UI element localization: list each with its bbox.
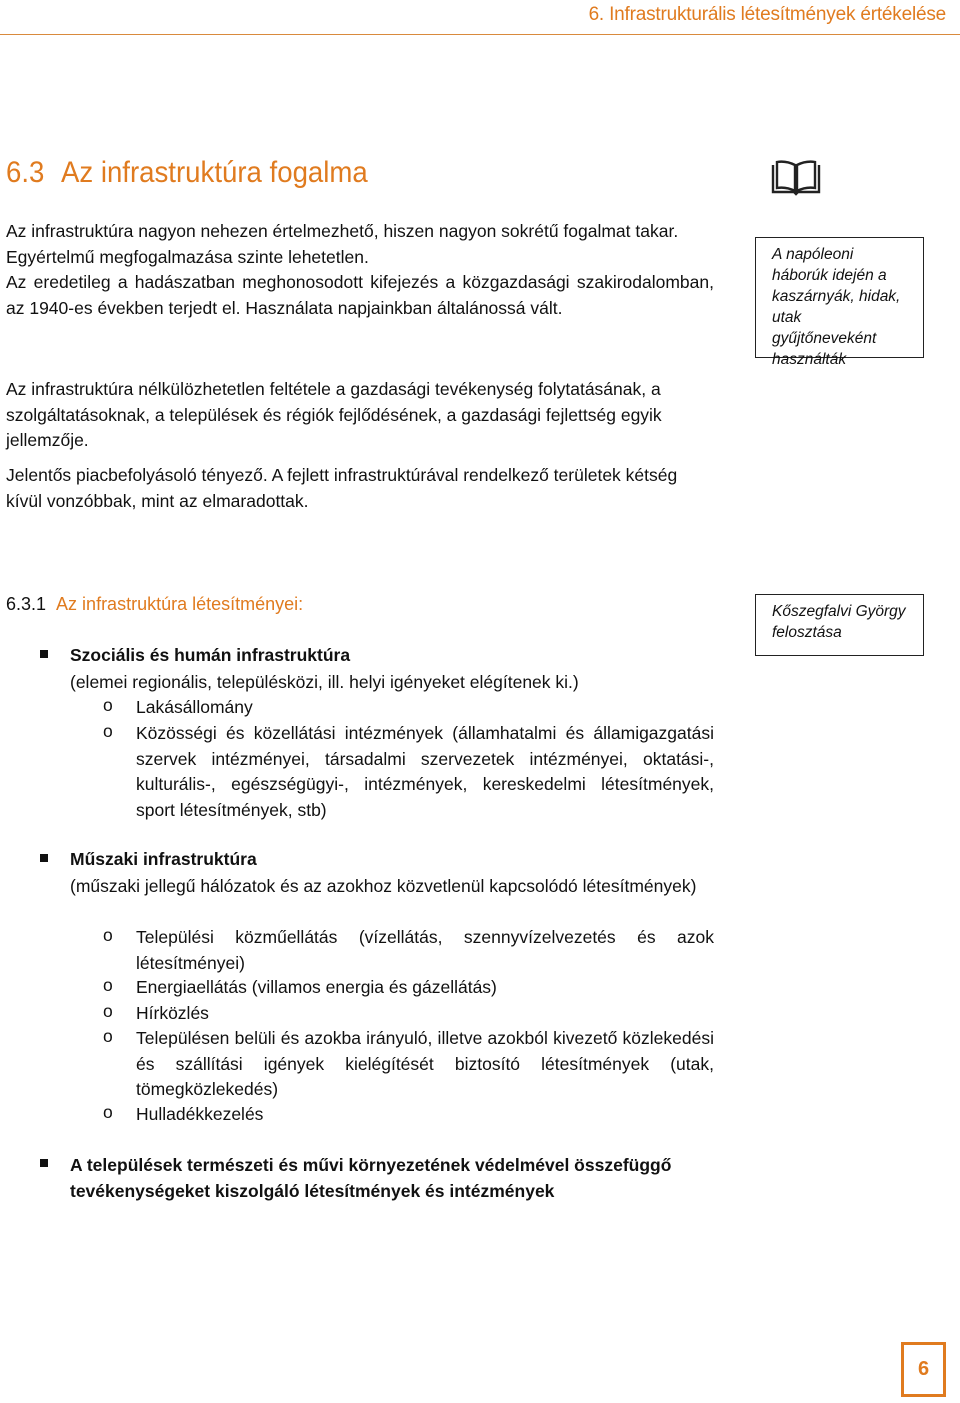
sub-bullet-marker: o: [103, 695, 113, 715]
running-header: 6. Infrastrukturális létesítmények értékelése: [588, 4, 946, 25]
section-heading: [6, 156, 368, 190]
subsection-title: Az infrastruktúra létesítményei:: [56, 594, 304, 614]
sub-bullet-marker: o: [103, 1026, 113, 1046]
paragraph-market: Jelentős piacbefolyásoló tényező. A fejlett infrastruktúrával rendelkező területek kétség kívül vonzóbbak, mint az elmaradottak.: [6, 465, 678, 511]
list-heading-social: Szociális és humán infrastruktúra: [70, 645, 351, 665]
header-divider: [0, 34, 960, 35]
sub-bullet-marker: o: [103, 721, 113, 741]
list-heading-environment: A települések természeti és művi környezetének védelmével összefüggő tevékenységeket kiszolgáló létesítmények és intézmények: [70, 1155, 672, 1201]
list-item: Lakásállomány: [136, 697, 253, 717]
list-item: Hírközlés: [136, 1003, 209, 1023]
margin-note-author: Kőszegfalvi György felosztása: [755, 594, 924, 656]
sub-bullet-marker: o: [103, 975, 113, 995]
book-icon: [770, 160, 822, 201]
subsection-heading: [6, 594, 303, 615]
margin-note-napoleon: A napóleoni háborúk idején a kaszárnyák, hidak, utak gyűjtőneveként használták: [755, 237, 924, 358]
paragraph-line: Az infrastruktúra nagyon nehezen értelmezhető, hiszen nagyon sokrétű fogalmat takar.: [6, 221, 679, 241]
bullet-square: [40, 854, 48, 862]
list-description: (műszaki jellegű hálózatok és az azokhoz közvetlenül kapcsolódó létesítmények): [70, 876, 697, 896]
section-number: 6.3: [6, 156, 45, 189]
page-number: 6: [901, 1342, 946, 1397]
subsection-number: 6.3.1: [6, 594, 47, 614]
list-item: Települési közműellátás (vízellátás, szennyvízelvezetés és azok létesítményei): [136, 927, 714, 973]
list-item: Hulladékkezelés: [136, 1104, 264, 1124]
sub-bullet-marker: o: [103, 1102, 113, 1122]
sub-bullet-marker: o: [103, 1001, 113, 1021]
section-title: Az infrastruktúra fogalma: [60, 156, 368, 189]
paragraph-intro: [6, 219, 714, 321]
paragraph-line: Az eredetileg a hadászatban meghonosodott kifejezés a közgazdasági szakirodalomban, az 1940-es években terjedt el. Használata napjainkban általánossá vált.: [6, 272, 714, 318]
paragraph-prerequisite: Az infrastruktúra nélkülözhetetlen feltétele a gazdasági tevékenység folytatásának, a szolgáltatásoknak, a települések és régiók fejlődésének, a gazdasági fejlettség egyik jellemzője.: [6, 379, 662, 450]
list-description: (elemei regionális, településközi, ill. helyi igényeket elégítenek ki.): [70, 672, 579, 692]
list-heading-technical: Műszaki infrastruktúra: [70, 849, 257, 869]
sub-bullet-marker: o: [103, 925, 113, 945]
bullet-square: [40, 650, 48, 658]
paragraph-line: Egyértelmű megfogalmazása szinte lehetetlen.: [6, 246, 369, 267]
bullet-square: [40, 1159, 48, 1167]
list-item: Energiaellátás (villamos energia és gázellátás): [136, 977, 497, 997]
list-item: Településen belüli és azokba irányuló, illetve azokból kivezető közlekedési és szállítási igények kielégítését biztosító létesítmények (utak, tömegközlekedés): [136, 1028, 714, 1099]
list-item: Közösségi és közellátási intézmények (államhatalmi és államigazgatási szervek intézményei, társadalmi szervezetek intézményei, oktatási-, kulturális-, egészségügyi-, intézmények, kereskedelmi létesítmények, sport létesítmények, stb): [136, 723, 714, 820]
